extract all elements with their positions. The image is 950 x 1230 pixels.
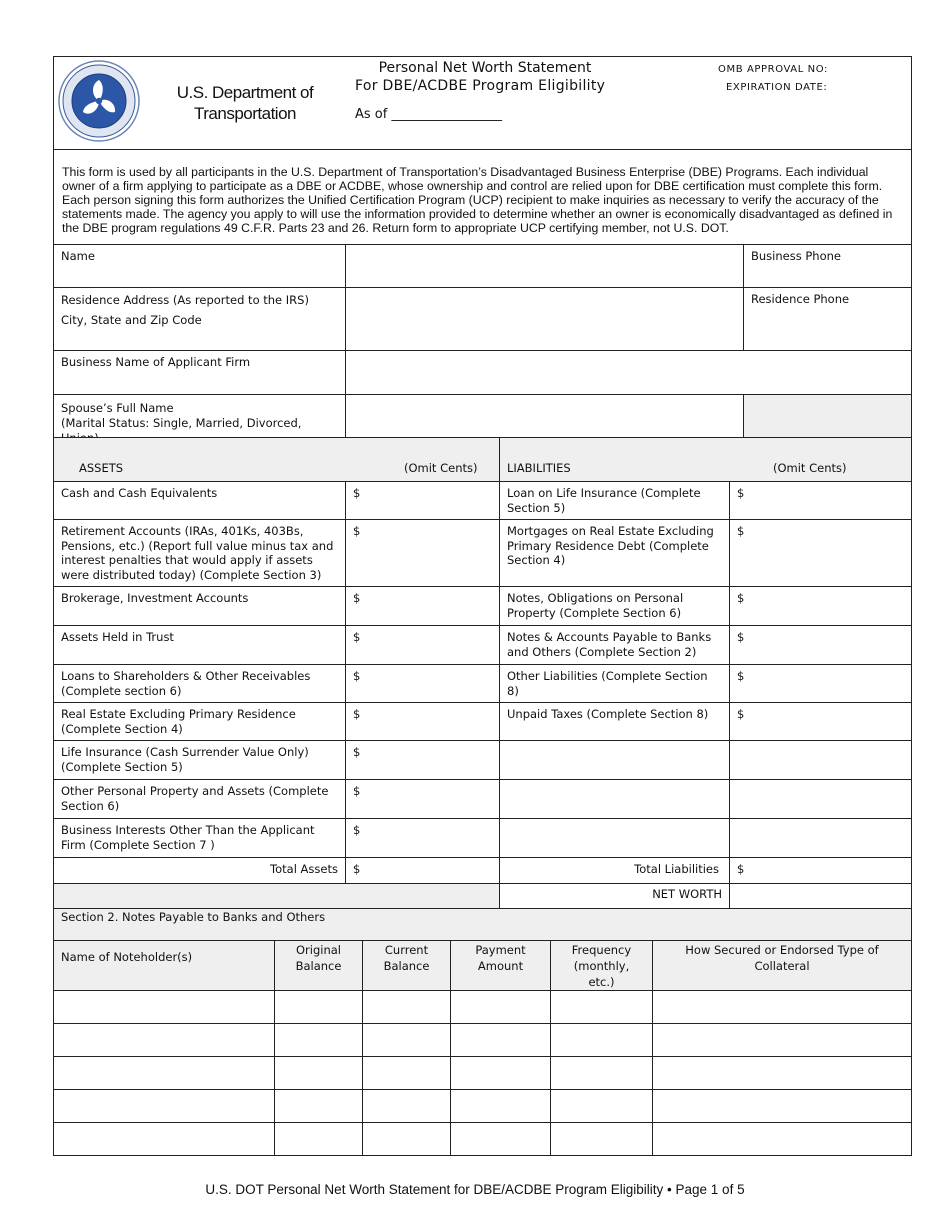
dollar-sign: $ (737, 862, 745, 876)
asset-label-cell (53, 519, 346, 587)
liability-label: Notes, Obligations on Personal Property (Complete Section 6) (507, 591, 684, 620)
asset-label: Brokerage, Investment Accounts (61, 591, 249, 605)
assets-title: ASSETS (79, 461, 124, 475)
assets-omit-cents: (Omit Cents) (404, 461, 478, 475)
residence-phone-label: Residence Phone (751, 292, 850, 306)
business-name-label: Business Name of Applicant Firm (61, 355, 251, 369)
asset-value-field[interactable] (345, 625, 500, 665)
residence-address-label-cell (53, 287, 346, 351)
section2-row-cell[interactable] (53, 1056, 275, 1090)
asset-label: Assets Held in Trust (61, 630, 174, 644)
liability-value-field[interactable] (729, 481, 912, 520)
asset-label-cell (53, 702, 346, 741)
total-assets-label-cell (53, 857, 346, 884)
dollar-sign: $ (737, 630, 745, 644)
section2-row-cell[interactable] (362, 990, 451, 1024)
asset-label-cell (53, 625, 346, 665)
spouse-name-input[interactable] (345, 394, 744, 438)
section2-row-cell[interactable] (53, 1122, 275, 1156)
col-header-label: How Secured or Endorsed Type of Collateral (685, 943, 879, 973)
name-input[interactable] (345, 244, 744, 288)
asset-value-field[interactable] (345, 779, 500, 819)
asset-value-field[interactable] (345, 519, 500, 587)
liability-label-cell (499, 519, 730, 587)
dollar-sign: $ (353, 630, 361, 644)
liability-label-cell (499, 481, 730, 520)
dollar-sign: $ (353, 745, 361, 759)
page-footer: U.S. DOT Personal Net Worth Statement for DBE/ACDBE Program Eligibility • Page 1 of 5 (205, 1182, 745, 1197)
section2-row-cell[interactable] (550, 1023, 653, 1057)
spouse-name-label: Spouse’s Full Name (61, 401, 174, 415)
col-header-current-balance (362, 940, 451, 991)
liability-value-field[interactable] (729, 664, 912, 703)
section2-row-cell[interactable] (550, 1122, 653, 1156)
asset-value-field[interactable] (345, 818, 500, 858)
col-header-label: Frequency (monthly, etc.) (571, 943, 632, 989)
section2-row-cell[interactable] (550, 1089, 653, 1123)
dollar-sign: $ (737, 669, 745, 683)
asset-value-field[interactable] (345, 664, 500, 703)
dollar-sign: $ (353, 707, 361, 721)
name-label: Name (61, 249, 95, 263)
section2-row-cell[interactable] (274, 1122, 363, 1156)
dollar-sign: $ (737, 707, 745, 721)
col-header-label: Original Balance (295, 943, 342, 973)
liability-label-cell (499, 625, 730, 665)
section2-title-bar (53, 908, 912, 941)
section2-row-cell[interactable] (652, 1023, 912, 1057)
col-header-label: Name of Noteholder(s) (61, 950, 193, 964)
dollar-sign: $ (353, 486, 361, 500)
total-assets-label: Total Assets (270, 862, 338, 876)
net-worth-field[interactable] (729, 883, 912, 909)
residence-phone-cell[interactable] (743, 287, 912, 351)
section2-row-cell[interactable] (450, 1089, 551, 1123)
net-worth-label-cell (499, 883, 730, 909)
total-liabilities-field[interactable] (729, 857, 912, 884)
section2-row-cell[interactable] (362, 1023, 451, 1057)
liability-label-cell (499, 586, 730, 626)
business-name-input[interactable] (345, 350, 912, 395)
section2-row-cell[interactable] (362, 1089, 451, 1123)
col-header-noteholder (53, 940, 275, 991)
liability-label-cell (499, 702, 730, 741)
dollar-sign: $ (353, 591, 361, 605)
asset-value-field[interactable] (345, 702, 500, 741)
name-label-cell (53, 244, 346, 288)
liabilities-title: LIABILITIES (507, 461, 571, 475)
dollar-sign: $ (353, 669, 361, 683)
section2-row-cell[interactable] (652, 990, 912, 1024)
asset-label: Business Interests Other Than the Applicant Firm (Complete Section 7 ) (61, 823, 315, 852)
liability-value-field[interactable] (729, 702, 912, 741)
section2-row-cell[interactable] (362, 1122, 451, 1156)
col-header-collateral (652, 940, 912, 991)
asset-label-cell (53, 818, 346, 858)
liability-label: Mortgages on Real Estate Excluding Primary Residence Debt (Complete Section 4) (507, 524, 714, 567)
section2-row-cell[interactable] (450, 1056, 551, 1090)
intro-text: This form is used by all participants in the U.S. Department of Transportation’s Disadvantaged Business Enterprise (DBE) Programs. Each individual owner of a firm applying to participate as a DBE or ACDBE, whose ownership and control are relied upon for DBE certification must complete this form. Each person signing this form authorizes the Unified Certification Program (UCP) recipient to make inquiries as necessary to verify the accuracy of the statements made. The agency you apply to will use the information provided to determine whether an owner is economically disadvantaged as defined in the DBE program regulations 49 C.F.R. Parts 23 and 26. Return form to appropriate UCP certifying member, not U.S. DOT. (62, 165, 893, 235)
business-name-label-cell (53, 350, 346, 395)
asset-label-cell (53, 664, 346, 703)
as-of-field[interactable]: As of _________________ (355, 107, 502, 122)
marital-status-label: (Marital Status: Single, Married, Divorced, (61, 416, 302, 430)
liability-value-field[interactable] (729, 586, 912, 626)
spouse-shaded-cell (743, 394, 912, 438)
section2-row-cell[interactable] (550, 990, 653, 1024)
section2-row-cell[interactable] (53, 1023, 275, 1057)
liabilities-omit-cents: (Omit Cents) (773, 461, 847, 475)
liability-label: Notes & Accounts Payable to Banks and Others (Complete Section 2) (507, 630, 712, 659)
liability-value-field[interactable] (729, 519, 912, 587)
col-header-frequency (550, 940, 653, 991)
net-worth-label: NET WORTH (652, 887, 722, 901)
col-header-label: Payment Amount (475, 943, 526, 973)
business-phone-label: Business Phone (751, 249, 841, 263)
total-liabilities-label: Total Liabilities (634, 862, 719, 876)
total-assets-field[interactable] (345, 857, 500, 884)
asset-value-field[interactable] (345, 586, 500, 626)
liabilities-header (499, 437, 912, 482)
department-name: U.S. Department of Transportation (176, 83, 314, 123)
section2-row-cell[interactable] (362, 1056, 451, 1090)
liability-value-field[interactable] (729, 625, 912, 665)
form-subtitle: For DBE/ACDBE Program Eligibility (355, 78, 606, 94)
asset-label: Other Personal Property and Assets (Complete Section 6) (61, 784, 329, 813)
liability-label: Loan on Life Insurance (Complete Section 5) (507, 486, 701, 515)
asset-label-cell (53, 481, 346, 520)
asset-label-cell (53, 779, 346, 819)
section2-row-cell[interactable] (652, 1056, 912, 1090)
asset-label: Life Insurance (Cash Surrender Value Only) (Complete Section 5) (61, 745, 309, 774)
section2-row-cell[interactable] (53, 990, 275, 1024)
section2-row-cell[interactable] (450, 990, 551, 1024)
section2-row-cell[interactable] (53, 1089, 275, 1123)
total-liabilities-label-cell (499, 857, 730, 884)
dollar-sign: $ (737, 524, 745, 538)
section2-title: Section 2. Notes Payable to Banks and Others (61, 910, 326, 924)
dollar-sign: $ (353, 524, 361, 538)
col-header-payment-amount (450, 940, 551, 991)
liability-blank-cell (499, 740, 730, 780)
asset-value-field[interactable] (345, 740, 500, 780)
business-phone-cell[interactable] (743, 244, 912, 288)
omb-approval-label: OMB APPROVAL NO: (718, 64, 829, 75)
section2-row-cell[interactable] (450, 1122, 551, 1156)
asset-label: Loans to Shareholders & Other Receivables (Complete section 6) (61, 669, 311, 698)
section2-row-cell[interactable] (274, 1023, 363, 1057)
liability-blank-cell (499, 818, 730, 858)
col-header-original-balance (274, 940, 363, 991)
dollar-sign: $ (353, 784, 361, 798)
net-worth-shaded-cell (53, 883, 500, 909)
asset-label-cell (53, 740, 346, 780)
residence-address-label: Residence Address (As reported to the IRS) (61, 293, 309, 307)
section2-row-cell[interactable] (550, 1056, 653, 1090)
city-state-zip-label: City, State and Zip Code (61, 312, 202, 327)
dollar-sign: $ (353, 823, 361, 837)
liability-label-cell (499, 664, 730, 703)
residence-address-input[interactable] (345, 287, 744, 351)
liability-blank-cell (499, 779, 730, 819)
liability-blank-field[interactable] (729, 779, 912, 819)
spouse-label-cell (53, 394, 346, 438)
dot-seal-icon (58, 60, 140, 142)
section2-row-cell[interactable] (274, 1089, 363, 1123)
liability-label: Unpaid Taxes (Complete Section 8) (507, 707, 709, 721)
section2-row-cell[interactable] (450, 1023, 551, 1057)
asset-label: Real Estate Excluding Primary Residence (Complete Section 4) (61, 707, 296, 736)
col-header-label: Current Balance (383, 943, 430, 973)
asset-label: Retirement Accounts (IRAs, 401Ks, 403Bs, Pensions, etc.) (Report full value minus tax and interest penalties that would apply if assets were distributed today) (Complete Section 3) (61, 524, 334, 582)
asset-label: Cash and Cash Equivalents (61, 486, 218, 500)
liability-label: Other Liabilities (Complete Section 8) (507, 669, 708, 698)
section2-row-cell[interactable] (274, 990, 363, 1024)
section2-row-cell[interactable] (652, 1089, 912, 1123)
expiration-date-label: EXPIRATION DATE: (726, 82, 828, 93)
dollar-sign: $ (737, 591, 745, 605)
form-title: Personal Net Worth Statement (378, 60, 592, 76)
assets-header (53, 437, 500, 482)
liability-blank-field[interactable] (729, 818, 912, 858)
dollar-sign: $ (353, 862, 361, 876)
asset-label-cell (53, 586, 346, 626)
liability-blank-field[interactable] (729, 740, 912, 780)
dollar-sign: $ (737, 486, 745, 500)
section2-row-cell[interactable] (652, 1122, 912, 1156)
asset-value-field[interactable] (345, 481, 500, 520)
section2-row-cell[interactable] (274, 1056, 363, 1090)
